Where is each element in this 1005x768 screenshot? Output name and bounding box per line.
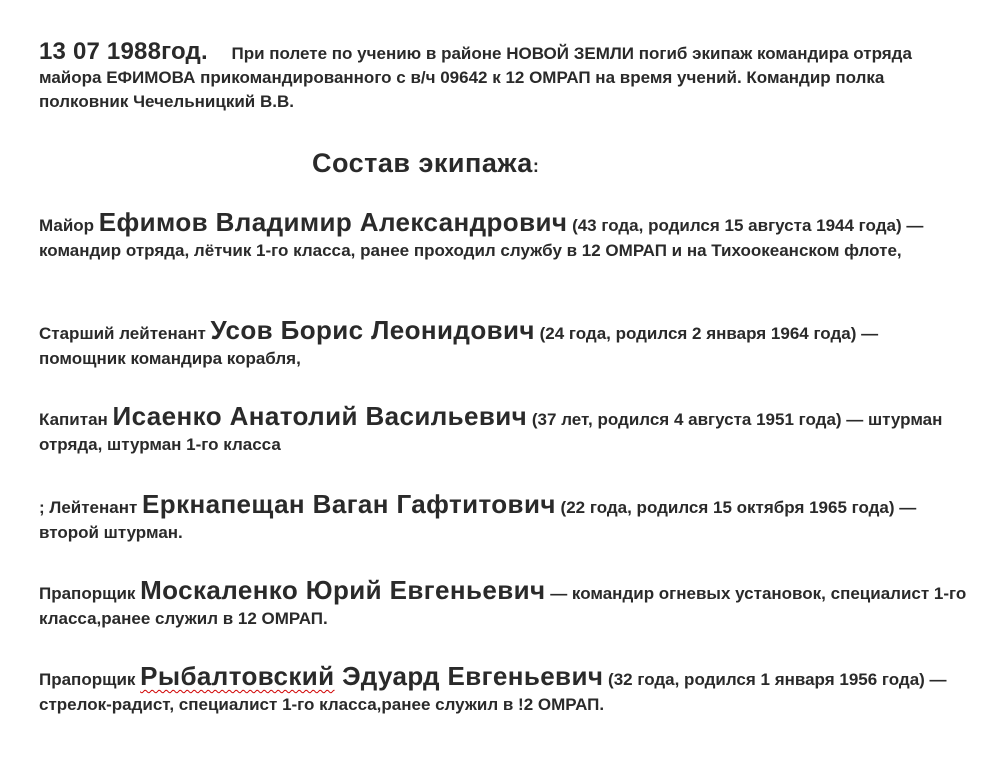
crew-member-4 (39, 489, 969, 545)
crew-member-6 (39, 661, 969, 717)
crew-details: (24 года, родился 2 января 1964 года) — помощник командира корабля, (39, 324, 879, 368)
crew-details: (32 года, родился 1 января 1956 года) — стрелок-радист, специалист 1-го класса,ранее служил в !2 ОМРАП. (39, 670, 947, 714)
crew-member-1 (39, 207, 969, 263)
crew-prefix: ; (39, 498, 50, 517)
crew-heading (312, 148, 539, 179)
intro-text: При полете по учению в районе НОВОЙ ЗЕМЛИ погиб экипаж командира отряда майора ЕФИМОВА прикомандированного с в/ч 09642 к 12 ОМРАП на время учений. Командир полка полковник Чечельницкий В.В. (39, 44, 912, 111)
crew-name: Исаенко Анатолий Васильевич (112, 401, 528, 431)
crew-surname-spellcheck: Рыбалтовский (140, 661, 335, 691)
crew-rank: Прапорщик (39, 584, 141, 603)
crew-member-3 (39, 401, 969, 457)
crew-details: (22 года, родился 15 октября 1965 года) — второй штурман. (39, 498, 917, 542)
crew-details: — командир огневых установок, специалист 1-го класса,ранее служил в 12 ОМРАП. (39, 584, 967, 628)
crew-rank: Лейтенант (49, 498, 143, 517)
crew-rank: Капитан (39, 410, 113, 429)
crew-name: Эдуард Евгеньевич (334, 661, 604, 691)
crew-member-2 (39, 315, 969, 371)
crew-heading-colon: : (532, 156, 540, 176)
crew-name: Ефимов Владимир Александрович (98, 207, 568, 237)
crew-details: (43 года, родился 15 августа 1944 года) — командир отряда, лётчик 1-го класса, ранее проходил службу в 12 ОМРАП и на Тихоокеанском флоте, (39, 216, 924, 260)
crew-rank: Старший лейтенант (39, 324, 211, 343)
crew-name: Москаленко Юрий Евгеньевич (140, 575, 546, 605)
crew-name: Еркнапещан Ваган Гафтитович (142, 489, 556, 519)
intro-paragraph (39, 40, 969, 114)
crew-details: (37 лет, родился 4 августа 1951 года) — штурман отряда, штурман 1-го класса (39, 410, 943, 454)
crew-rank: Прапорщик (39, 670, 141, 689)
crew-rank: Майор (39, 216, 99, 235)
crew-heading-text: Состав экипажа (312, 148, 533, 178)
event-date: 13 07 1988год. (39, 38, 208, 65)
crew-name: Усов Борис Леонидович (210, 315, 535, 345)
crew-member-5 (39, 575, 969, 631)
